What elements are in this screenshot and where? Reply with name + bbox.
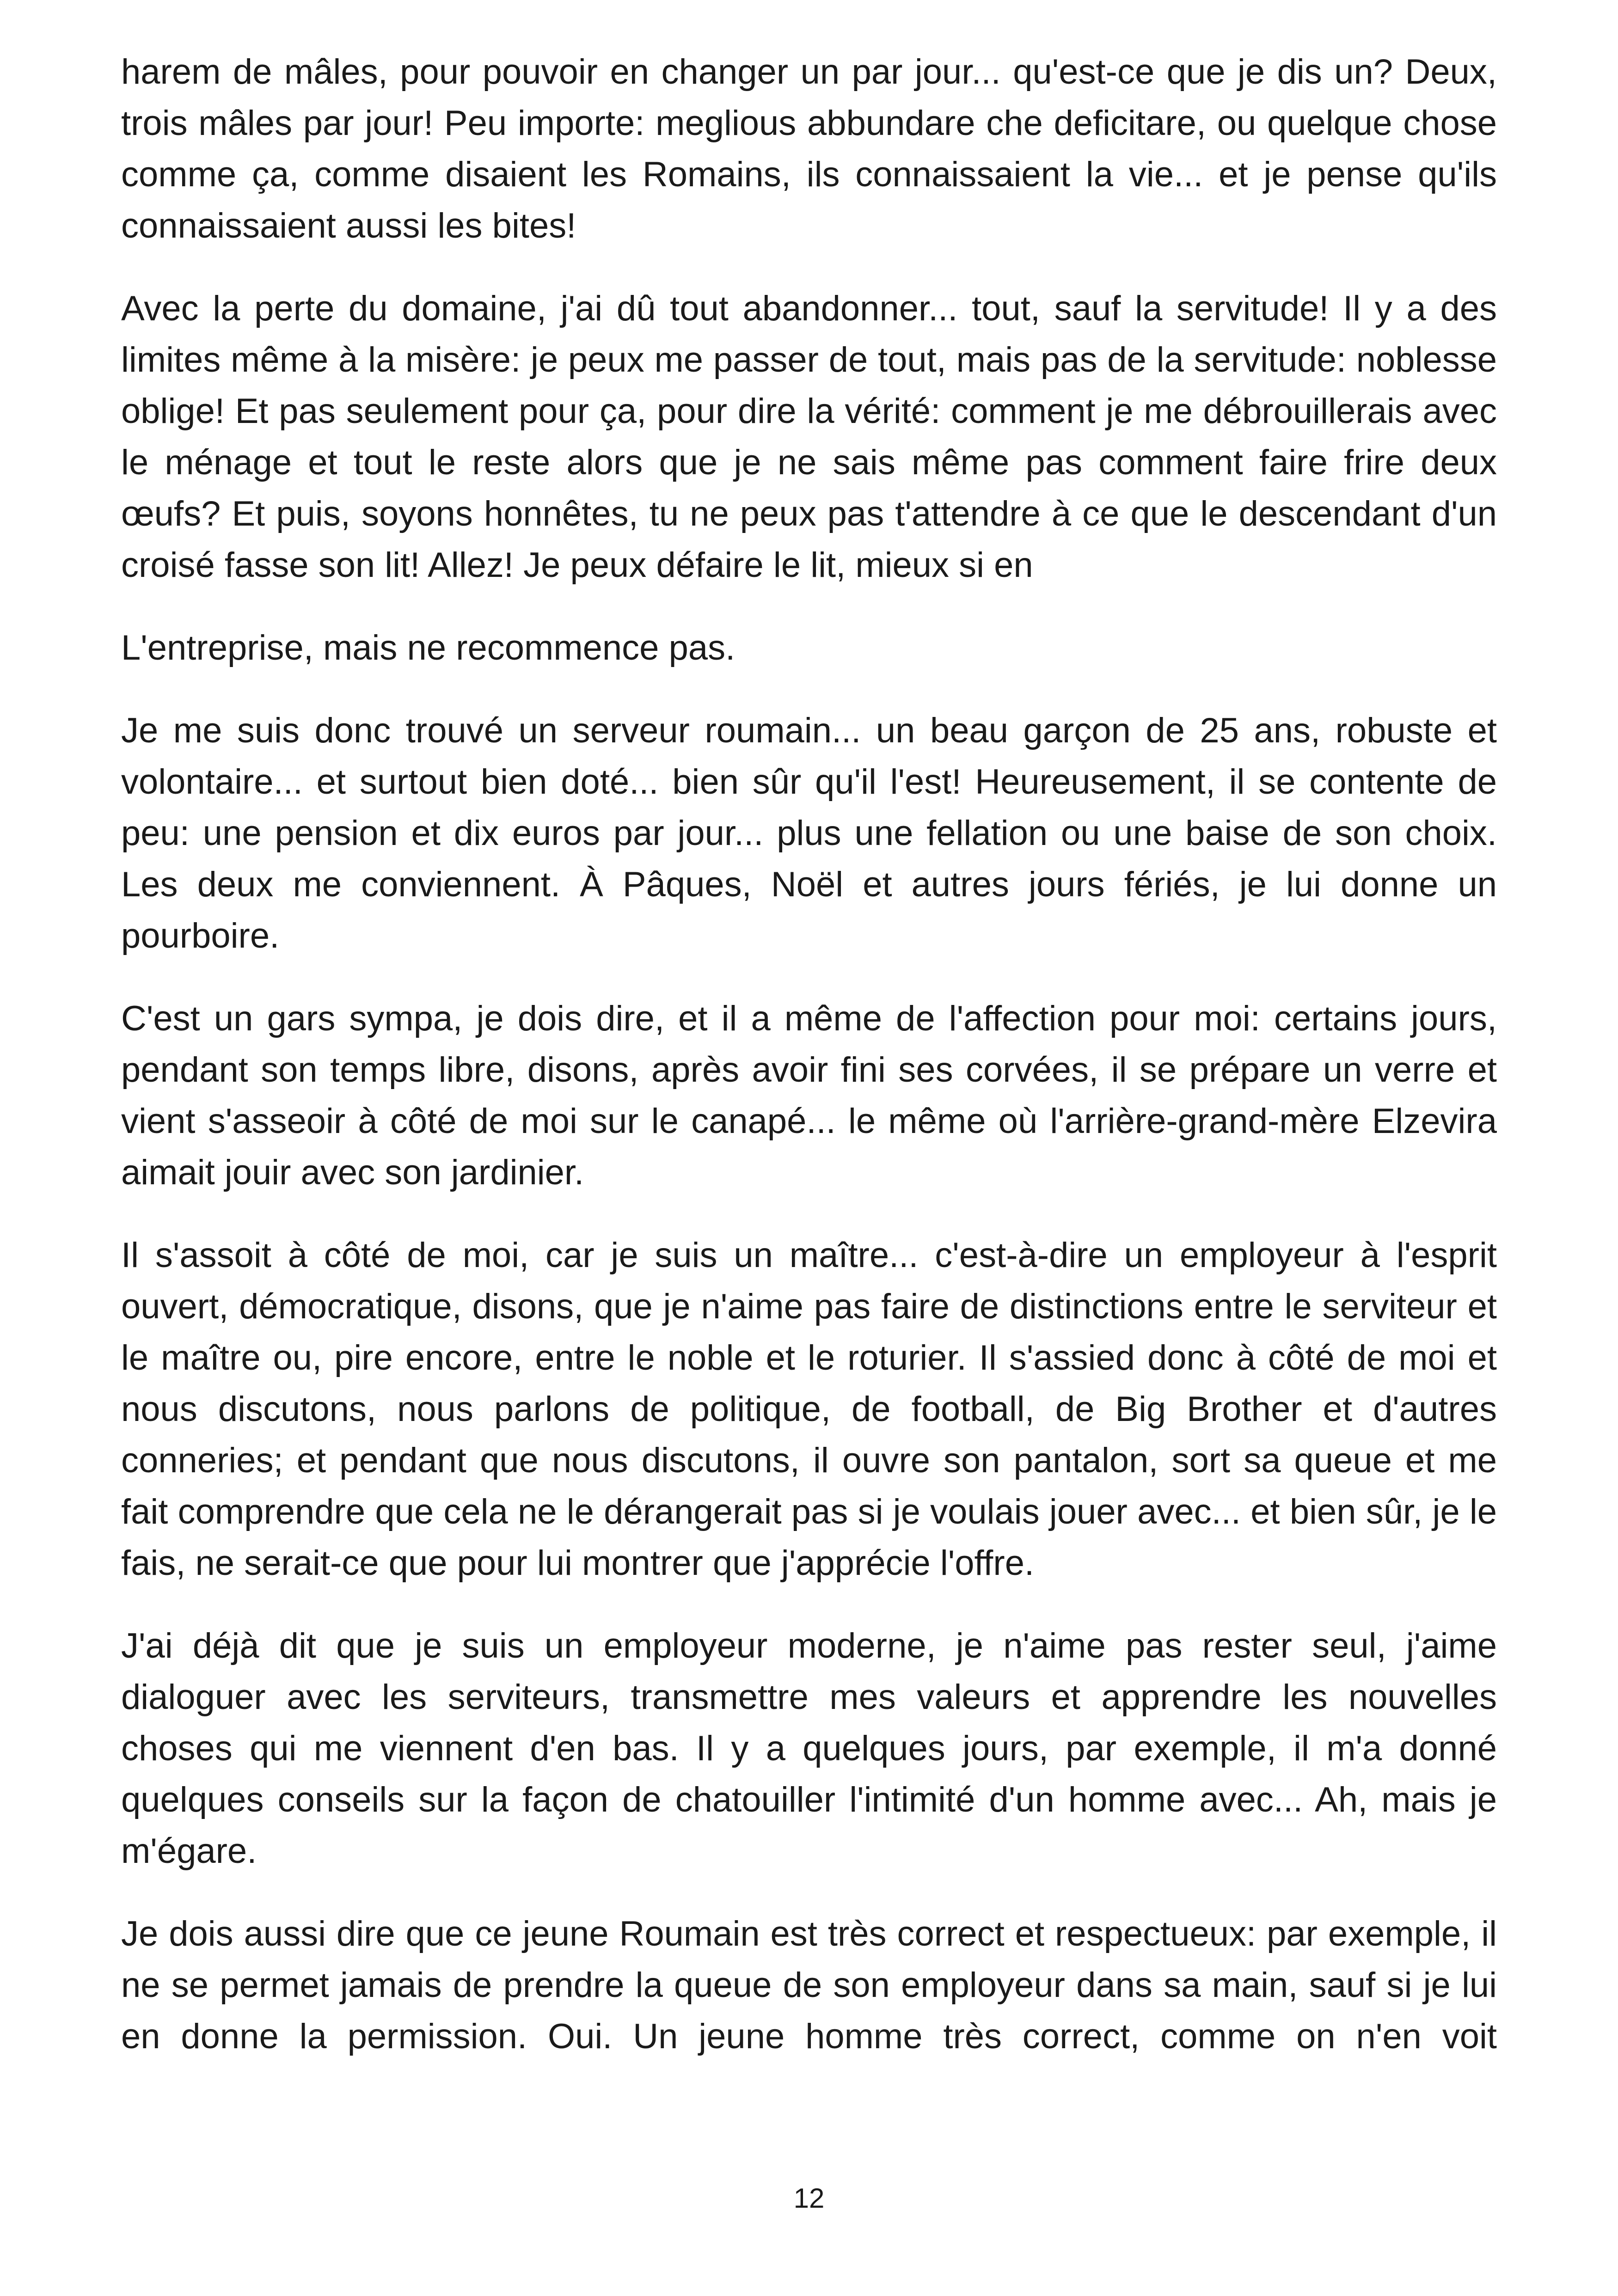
paragraph-1: harem de mâles, pour pouvoir en changer un par jour... qu'est-ce que je dis un? Deux, trois mâles par jour! Peu importe: meglious abbundare che deficitare, ou quelque chose comme ça, comme disaient les Romains, ils connaissaient la vie... et je pense qu'ils connaissaient aussi les bites! (121, 52, 1497, 245)
paragraph-3: L'entreprise, mais ne recommence pas. (121, 628, 735, 667)
paragraph-6: Il s'assoit à côté de moi, car je suis un maître... c'est-à-dire un employeur à l'esprit ouvert, démocratique, disons, que je n'aime pas faire de distinctions entre le serviteur et le maître ou, pire encore, entre le noble et le roturier. Il s'assied donc à côté de moi et nous discutons, nous parlons de politique, de football, de Big Brother et d'autres conneries; et pendant que nous discutons, il ouvre son pantalon, sort sa queue et me fait comprendre que cela ne le dérangerait pas si je voulais jouer avec... et bien sûr, je le fais, ne serait-ce que pour lui montrer que j'apprécie l'offre. (121, 1236, 1497, 1583)
body-text (121, 46, 1497, 2094)
page-number: 12 (793, 2183, 825, 2214)
paragraph-8: Je dois aussi dire que ce jeune Roumain est très correct et respectueux: par exemple, il ne se permet jamais de prendre la queue de son employeur dans sa main, sauf si je lui en donne la permission. Oui. Un jeune homme très correct, comme on n'en voit (121, 1914, 1497, 2056)
paragraph-2: Avec la perte du domaine, j'ai dû tout abandonner... tout, sauf la servitude! Il y a des limites même à la misère: je peux me passer de tout, mais pas de la servitude: noblesse oblige! Et pas seulement pour ça, pour dire la vérité: comment je me débrouillerais avec le ménage et tout le reste alors que je ne sais même pas comment faire frire deux œufs? Et puis, soyons honnêtes, tu ne peux pas t'attendre à ce que le descendant d'un croisé fasse son lit! Allez! Je peux défaire le lit, mieux si en (121, 289, 1497, 585)
paragraph-4: Je me suis donc trouvé un serveur roumain... un beau garçon de 25 ans, robuste et volontaire... et surtout bien doté... bien sûr qu'il l'est! Heureusement, il se contente de peu: une pension et dix euros par jour... plus une fellation ou une baise de son choix. Les deux me conviennent. À Pâques, Noël et autres jours fériés, je lui donne un pourboire. (121, 711, 1497, 955)
paragraph-5: C'est un gars sympa, je dois dire, et il a même de l'affection pour moi: certains jours, pendant son temps libre, disons, après avoir fini ses corvées, il se prépare un verre et vient s'asseoir à côté de moi sur le canapé... le même où l'arrière-grand-mère Elzevira aimait jouir avec son jardinier. (121, 999, 1497, 1192)
paragraph-7: J'ai déjà dit que je suis un employeur moderne, je n'aime pas rester seul, j'aime dialoguer avec les serviteurs, transmettre mes valeurs et apprendre les nouvelles choses qui me viennent d'en bas. Il y a quelques jours, par exemple, il m'a donné quelques conseils sur la façon de chatouiller l'intimité d'un homme avec... Ah, mais je m'égare. (121, 1626, 1497, 1871)
